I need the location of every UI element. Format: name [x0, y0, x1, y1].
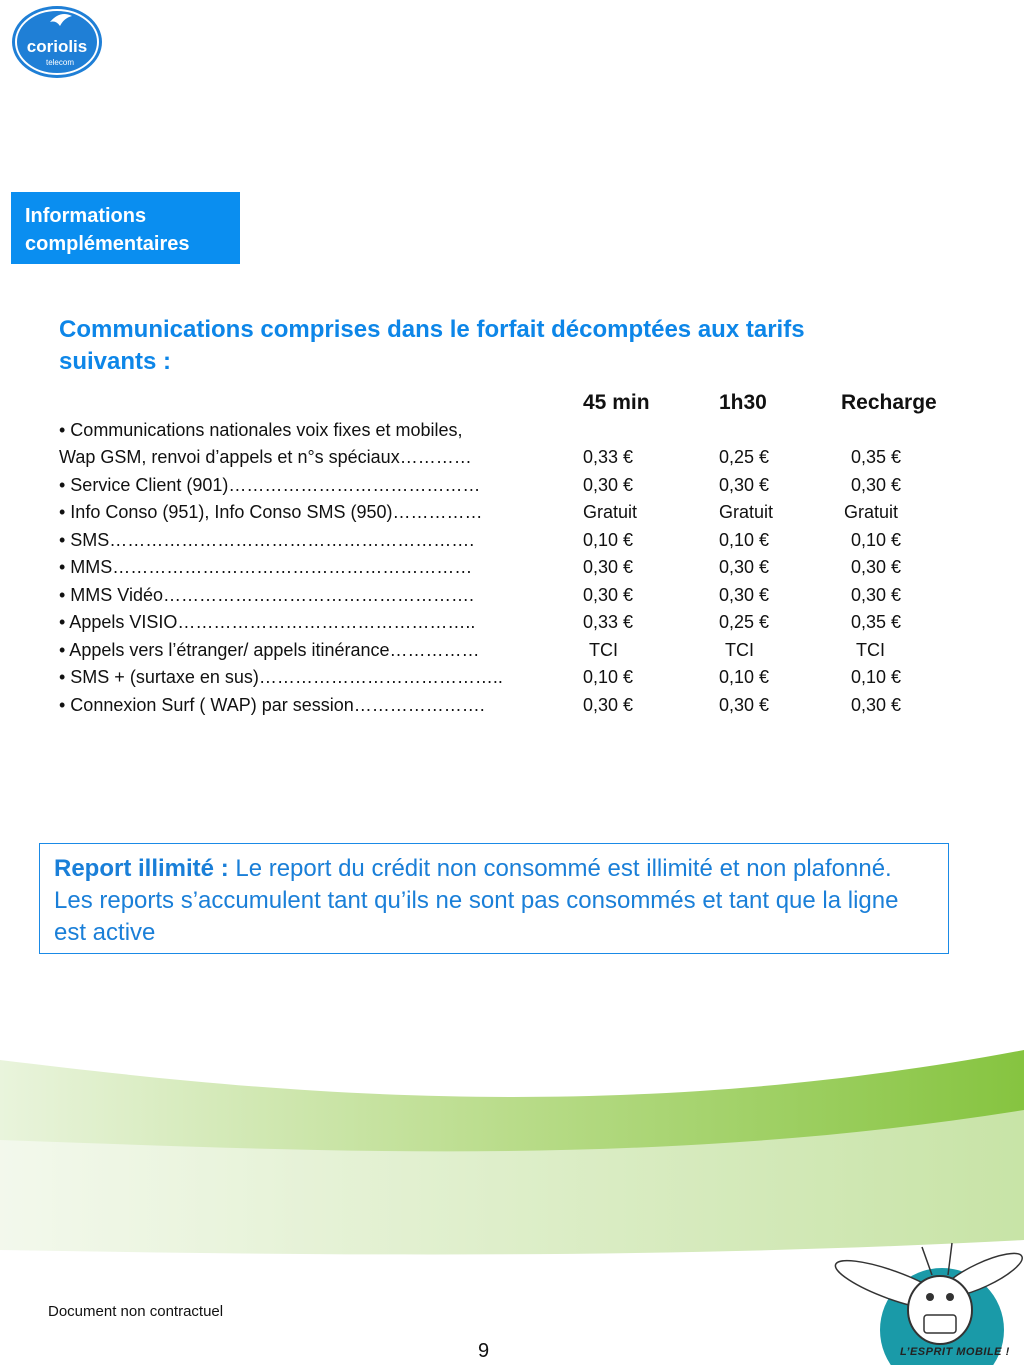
table-cell: 0,30 €	[583, 475, 634, 495]
table-cell: 0,10 €	[719, 667, 770, 687]
report-illimite-box	[39, 843, 949, 954]
table-row-label: • SMS + (surtaxe en sus)…………………………………..	[59, 667, 503, 687]
table-row-label: • Info Conso (951), Info Conso SMS (950)……………	[59, 502, 483, 522]
table-row-label: • Service Client (901)……………………………………	[59, 475, 481, 495]
table-cell: 0,25 €	[719, 447, 770, 467]
coriolis-logo	[10, 2, 104, 80]
table-cell: 0,10 €	[583, 530, 634, 550]
table-cell: 0,30 €	[719, 695, 770, 715]
mascot-caption: L’ESPRIT MOBILE !	[900, 1346, 1010, 1358]
table-cell: 0,33 €	[583, 447, 634, 467]
table-cell: 0,35 €	[851, 447, 902, 467]
column-header-1h30: 1h30	[719, 391, 767, 414]
table-cell: TCI	[856, 640, 885, 660]
info-box	[11, 192, 240, 264]
table-cell: 0,10 €	[719, 530, 770, 550]
table-row-label: Wap GSM, renvoi d’appels et n°s spéciaux…………	[59, 447, 472, 467]
table-cell: 0,10 €	[583, 667, 634, 687]
logo-sub-text: telecom	[45, 58, 75, 67]
table-cell: 0,30 €	[583, 585, 634, 605]
table-cell: 0,30 €	[583, 557, 634, 577]
info-box-line1: Informations	[25, 205, 147, 227]
heading-line1: Communications comprises dans le forfait décomptées aux tarifs	[59, 316, 805, 343]
table-cell: 0,10 €	[851, 530, 902, 550]
table-cell: 0,30 €	[851, 557, 902, 577]
table-cell: TCI	[725, 640, 754, 660]
table-cell: 0,33 €	[583, 612, 634, 632]
table-row-label: • MMS Vidéo…………………………………………….	[59, 585, 475, 605]
table-row-label: • Appels vers l’étranger/ appels itinérance……………	[59, 640, 480, 660]
column-header-45min: 45 min	[583, 391, 650, 414]
table-row-label: • Connexion Surf ( WAP) par session………………….	[59, 695, 485, 715]
heading-line2: suivants :	[59, 348, 172, 375]
info-box-line2: complémentaires	[25, 233, 190, 255]
table-cell: 0,10 €	[851, 667, 902, 687]
table-cell: Gratuit	[719, 502, 774, 522]
column-header-recharge: Recharge	[841, 391, 937, 414]
table-row-label: • SMS…………………………………………………….	[59, 530, 475, 550]
table-row-label: • Appels VISIO…………………………………………..	[59, 612, 476, 632]
report-text: Le report du crédit non consommé est illimité et non plafonné. Les reports s’accumulent tant qu’ils ne sont pas consommés et tant que la ligne est active	[54, 855, 899, 946]
table-cell: 0,30 €	[719, 557, 770, 577]
section-heading	[59, 314, 959, 378]
table-cell: 0,30 €	[851, 695, 902, 715]
page-number: 9	[478, 1340, 490, 1362]
table-cell: 0,30 €	[851, 475, 902, 495]
table-cell: 0,35 €	[851, 612, 902, 632]
table-row-label: • MMS……………………………………………………	[59, 557, 473, 577]
table-cell: TCI	[589, 640, 618, 660]
disclaimer-text: Document non contractuel	[48, 1303, 224, 1320]
report-title: Report illimité :	[54, 855, 229, 882]
table-row-label: • Communications nationales voix fixes et mobiles,	[59, 420, 463, 440]
table-cell: 0,25 €	[719, 612, 770, 632]
table-cell: 0,30 €	[719, 475, 770, 495]
table-cell: Gratuit	[844, 502, 899, 522]
table-cell: 0,30 €	[851, 585, 902, 605]
table-cell: 0,30 €	[719, 585, 770, 605]
table-cell: Gratuit	[583, 502, 638, 522]
logo-brand-text: coriolis	[26, 37, 88, 56]
table-cell: 0,30 €	[583, 695, 634, 715]
